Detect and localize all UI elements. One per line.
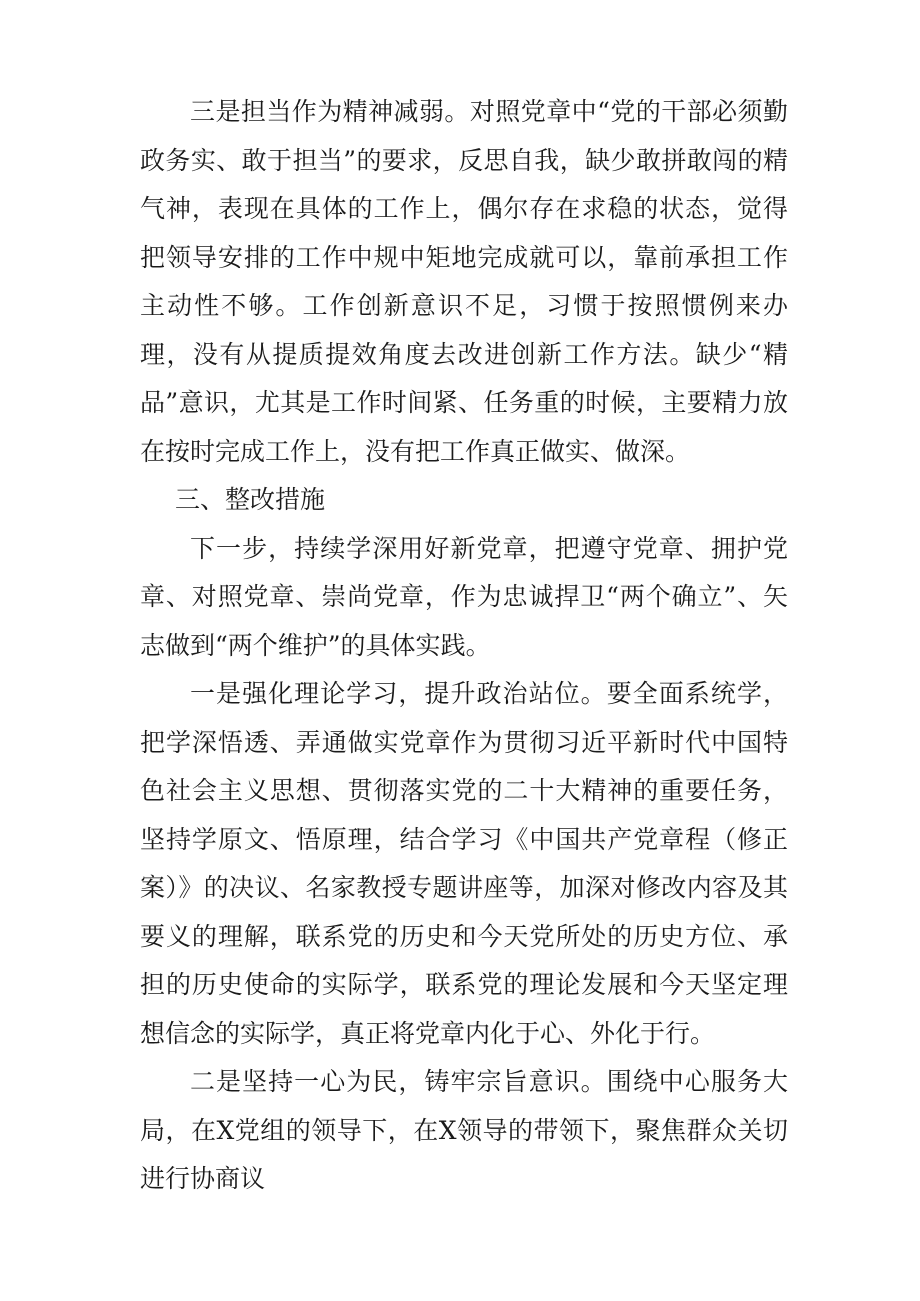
paragraph-theory-study: 一是强化理论学习，提升政治站位。要全面系统学，把学深悟透、弄通做实党章作为贯彻习近平新时代中国特色社会主义思想、贯彻落实党的二十大精神的重要任务，坚持学原文、悟原理，结合学习《中国共产党章程（修正案）》的决议、名家教授专题讲座等，加深对修改内容及其要义的理解，联系党的历史和今天党所处的历史方位、承担的历史使命的实际学，联系党的理论发展和今天坚定理想信念的实际学，真正将党章内化于心、外化于行。 (140, 679, 788, 1048)
section-heading-rectification: 三、整改措施 (175, 485, 326, 514)
paragraph-responsibility: 三是担当作为精神减弱。对照党章中“党的干部必须勤政务实、敢于担当”的要求，反思自我，缺少敢拼敢闯的精气神，表现在具体的工作上，偶尔存在求稳的状态，觉得把领导安排的工作中规中矩地完成就可以，靠前承担工作主动性不够。工作创新意识不足，习惯于按照惯例来办理，没有从提质提效角度去改进创新工作方法。缺少“精品”意识，尤其是工作时间紧、任务重的时候，主要精力放在按时完成工作上，没有把工作真正做实、做深。 (140, 97, 788, 466)
paragraph-serve-people: 二是坚持一心为民，铸牢宗旨意识。围绕中心服务大局，在X党组的领导下，在X领导的带领下，聚焦群众关切进行协商议 (140, 1067, 788, 1193)
paragraph-next-step: 下一步，持续学深用好新党章，把遵守党章、拥护党章、对照党章、崇尚党章，作为忠诚捍卫“两个确立”、矢志做到“两个维护”的具体实践。 (140, 533, 788, 660)
